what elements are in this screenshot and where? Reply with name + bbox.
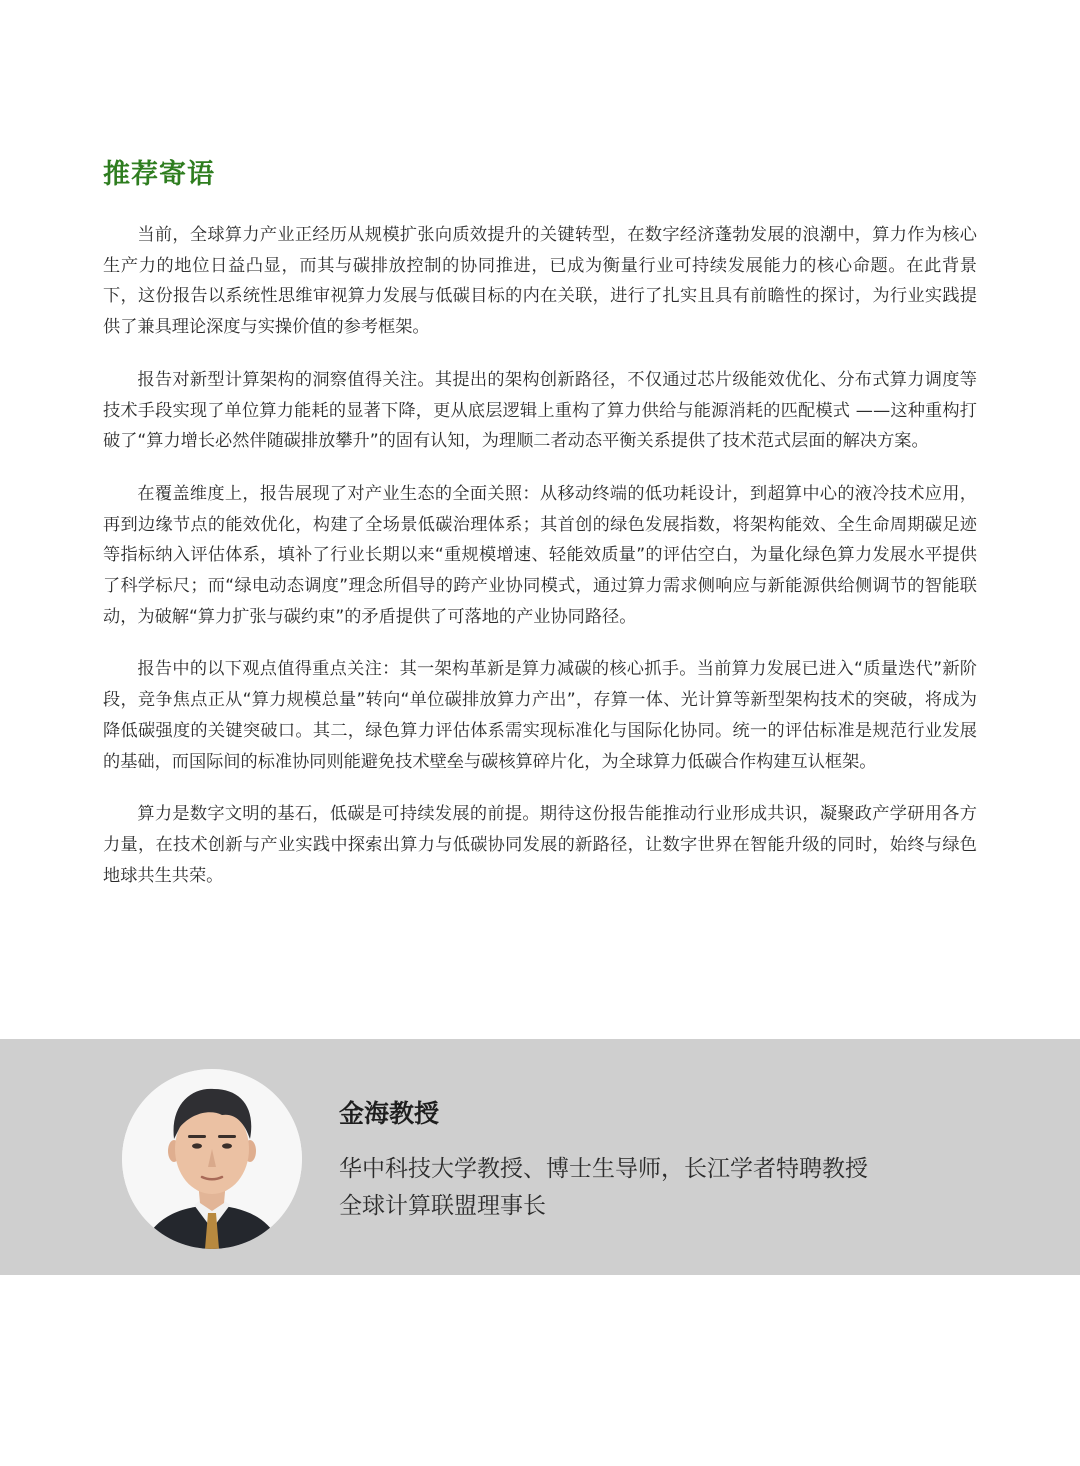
author-title-line-1: 华中科技大学教授、博士生导师，长江学者特聘教授 <box>339 1156 868 1182</box>
section-heading: 推荐寄语 <box>103 159 215 190</box>
portrait-illustration <box>122 1069 302 1249</box>
paragraph-4: 报告中的以下观点值得重点关注：其一架构革新是算力减碳的核心抓手。当前算力发展已进入“质量迭代”新阶段，竞争焦点正从“算力规模总量”转向“单位碳排放算力产出”，存算一体、光计算等新型架构技术的突破，将成为降低碳强度的关键突破口。其二，绿色算力评估体系需实现标准化与国际化协同。统一的评估标准是规范行业发展的基础，而国际间的标准协同则能避免技术壁垒与碳核算碎片化，为全球算力低碳合作构建互认框架。 <box>103 659 977 772</box>
paragraph-2: 报告对新型计算架构的洞察值得关注。其提出的架构创新路径，不仅通过芯片级能效优化、分布式算力调度等技术手段实现了单位算力能耗的显著下降，更从底层逻辑上重构了算力供给与能源消耗的匹配模式 ——这种重构打破了“算力增长必然伴随碳排放攀升”的固有认知，为理顺二者动态平衡关系提供了技术范式层面的解决方案。 <box>103 369 977 452</box>
author-portrait <box>122 1069 302 1249</box>
author-name: 金海教授 <box>339 1099 440 1128</box>
paragraph-3: 在覆盖维度上，报告展现了对产业生态的全面关照：从移动终端的低功耗设计，到超算中心的液冷技术应用，再到边缘节点的能效优化，构建了全场景低碳治理体系；其首创的绿色发展指数，将架构能效、全生命周期碳足迹等指标纳入评估体系，填补了行业长期以来“重规模增速、轻能效质量”的评估空白，为量化绿色算力发展水平提供了科学标尺；而“绿电动态调度”理念所倡导的跨产业协同模式，通过算力需求侧响应与新能源供给侧调节的智能联动，为破解“算力扩张与碳约束”的矛盾提供了可落地的产业协同路径。 <box>103 483 977 627</box>
paragraph-1: 当前，全球算力产业正经历从规模扩张向质效提升的关键转型，在数字经济蓬勃发展的浪潮中，算力作为核心生产力的地位日益凸显，而其与碳排放控制的协同推进，已成为衡量行业可持续发展能力的核心命题。在此背景下，这份报告以系统性思维审视算力发展与低碳目标的内在关联，进行了扎实且具有前瞻性的探讨，为行业实践提供了兼具理论深度与实操价值的参考框架。 <box>103 225 977 338</box>
author-title-line-2: 全球计算联盟理事长 <box>339 1193 546 1219</box>
article-body <box>103 220 977 913</box>
paragraph-5: 算力是数字文明的基石，低碳是可持续发展的前提。期待这份报告能推动行业形成共识，凝聚政产学研用各方力量，在技术创新与产业实践中探索出算力与低碳协同发展的新路径，让数字世界在智能升级的同时，始终与绿色地球共生共荣。 <box>103 804 977 886</box>
